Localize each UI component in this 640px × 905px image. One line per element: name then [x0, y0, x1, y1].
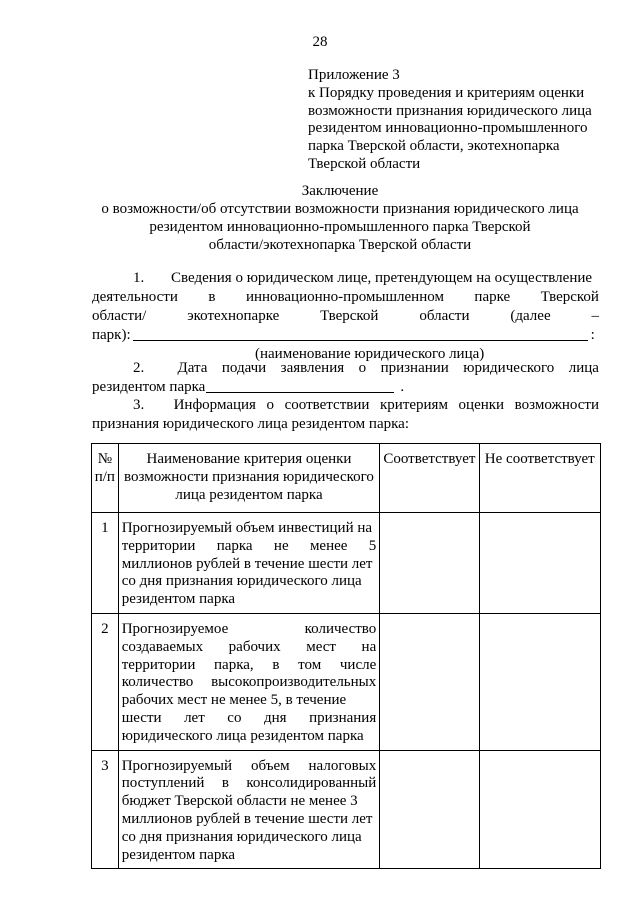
row-number: 3: [92, 750, 119, 869]
word: признания: [309, 709, 377, 726]
appendix-line: Тверской области: [308, 155, 421, 172]
section-1-line-1: [92, 269, 599, 288]
word: оценки: [458, 397, 505, 413]
section-2-line-2: [92, 378, 599, 397]
section-2-line-1: [92, 359, 599, 378]
word: том: [298, 656, 322, 673]
header-complies: Соответствует: [380, 444, 479, 513]
colon: :: [590, 327, 595, 343]
word: со: [227, 709, 242, 726]
section-1: [92, 269, 599, 364]
word: области: [419, 308, 470, 324]
park-label: парк):: [92, 327, 131, 343]
header-criterion-line: возможности признания юридического: [124, 468, 374, 485]
title-line: области/экотехнопарка Тверской области: [208, 237, 472, 253]
criterion-line: [122, 573, 377, 591]
header-criterion: [118, 444, 380, 513]
complies-cell[interactable]: [380, 750, 479, 869]
word: юридического лица резидентом парка: [121, 727, 364, 744]
section-1-number: 1.: [133, 270, 145, 286]
word: подачи: [221, 360, 267, 376]
word: возможности: [514, 397, 599, 413]
header-num-line: п/п: [94, 468, 115, 485]
section-1-line-2: [92, 288, 599, 307]
criterion-line: [122, 692, 377, 710]
word: рабочих мест не менее 5, в течение: [121, 692, 347, 709]
criterion-line: [122, 847, 377, 865]
not-complies-cell[interactable]: [479, 513, 600, 614]
table-row: [92, 613, 601, 750]
word: о: [266, 397, 275, 413]
word: налоговых: [308, 757, 377, 774]
complies-cell[interactable]: [380, 613, 479, 750]
word: в: [221, 775, 229, 792]
word: Дата: [177, 360, 208, 376]
table-header-row: [92, 444, 601, 513]
appendix-line: к Порядку проведения и критериям оценки: [308, 84, 585, 101]
word: миллионов рублей в течение шести лет: [121, 810, 373, 827]
word: объем: [250, 757, 290, 774]
complies-cell[interactable]: [380, 513, 479, 614]
word: в: [272, 656, 280, 673]
resident-label: резидентом парка: [92, 379, 206, 395]
appendix-line: Приложение 3: [308, 67, 400, 83]
word: соответствии: [284, 397, 370, 413]
criterion-line: [122, 621, 377, 639]
word: Тверской: [320, 308, 379, 324]
company-name-caption: (наименование юридического лица): [255, 346, 485, 362]
criterion-cell: [118, 750, 380, 869]
word: юридического: [463, 360, 555, 376]
document-title: [60, 182, 620, 254]
criteria-table: [91, 443, 601, 869]
word: менее: [309, 537, 348, 554]
header-criterion-line: Наименование критерия оценки: [146, 451, 352, 467]
word: территории: [121, 537, 196, 554]
table-row: [92, 513, 601, 614]
section-3-line-1: [92, 396, 599, 415]
company-name-field[interactable]: [133, 326, 588, 341]
criterion-line: [122, 538, 377, 556]
not-complies-cell[interactable]: [479, 613, 600, 750]
word: о: [358, 360, 367, 376]
word: Прогнозируемый: [121, 757, 233, 774]
criterion-line: [122, 758, 377, 776]
row-number: 2: [92, 613, 119, 750]
title-line: о возможности/об отсутствии возможности признания юридического лица: [101, 201, 579, 217]
word: Информация: [173, 397, 256, 413]
header-num-line: №: [97, 451, 112, 467]
application-date-field[interactable]: [206, 378, 394, 393]
criterion-line: [122, 710, 377, 728]
word: области/: [92, 308, 147, 324]
word: резидентом парка: [121, 846, 236, 863]
word: в: [208, 289, 216, 305]
word: миллионов рублей в течение шести лет: [121, 555, 373, 572]
word: количество: [304, 620, 377, 637]
word: 5: [368, 537, 377, 554]
section-1-line-3: [92, 307, 599, 326]
criterion-line: [122, 657, 377, 675]
word: лица: [568, 360, 599, 376]
criterion-line: [122, 674, 377, 692]
word: инновационно-промышленном: [245, 289, 444, 305]
criterion-line: [122, 775, 377, 793]
word: бюджет Тверской области не менее 3: [121, 793, 358, 810]
title-line: резидентом инновационно-промышленного парка Тверской: [149, 219, 531, 235]
word: поступлений: [121, 775, 205, 792]
criterion-cell: [118, 513, 380, 614]
criterion-line: [122, 728, 377, 746]
title-line: Заключение: [301, 183, 379, 199]
word: парка: [216, 537, 253, 554]
criterion-line: [122, 520, 377, 538]
section-3-number: 3.: [133, 397, 145, 413]
word: создаваемых: [121, 638, 204, 655]
section-3: [92, 396, 599, 434]
not-complies-cell[interactable]: [479, 750, 600, 869]
word: критериям: [380, 397, 448, 413]
page-number: 28: [312, 34, 328, 50]
word: дня: [264, 709, 287, 726]
appendix-line: возможности признания юридического лица: [308, 102, 592, 119]
word: –: [591, 308, 599, 324]
section-2: [92, 359, 599, 397]
criterion-line: [122, 639, 377, 657]
appendix-line: резидентом инновационно-промышленного: [308, 120, 588, 137]
word: заявления: [280, 360, 345, 376]
period: .: [400, 379, 405, 395]
word: Тверской: [540, 289, 599, 305]
appendix-line: парка Тверской области, экотехнопарка: [308, 138, 560, 155]
word: признании: [380, 360, 449, 376]
word: резидентом парка: [121, 591, 236, 608]
word: на: [361, 638, 377, 655]
word: Прогнозируемый объем инвестиций на: [121, 520, 373, 536]
word: количество: [121, 674, 194, 691]
word: не: [273, 537, 289, 554]
criterion-line: [122, 591, 377, 609]
word: деятельности: [92, 289, 178, 305]
section-1-line-4: [92, 326, 599, 345]
word: числе: [339, 656, 377, 673]
appendix-header: [308, 67, 608, 174]
word: мест: [306, 638, 336, 655]
header-not-complies: Не соответствует: [479, 444, 600, 513]
section-3-line-2: признания юридического лица резидентом парка:: [92, 416, 409, 432]
section-1-text: Сведения о юридическом лице, претендующем на осуществление: [171, 270, 593, 286]
criterion-line: [122, 793, 377, 811]
header-num: [92, 444, 119, 513]
word: парке: [474, 289, 511, 305]
criterion-line: [122, 556, 377, 574]
word: рабочих: [228, 638, 281, 655]
word: шести: [121, 709, 162, 726]
word: консолидированный: [246, 775, 377, 792]
word: парка,: [214, 656, 254, 673]
word: территории: [121, 656, 196, 673]
criterion-cell: [118, 613, 380, 750]
table-row: [92, 750, 601, 869]
word: со дня признания юридического лица: [121, 828, 362, 845]
word: (далее: [510, 308, 551, 324]
criterion-line: [122, 811, 377, 829]
header-criterion-line: лица резидентом парка: [175, 486, 323, 503]
word: со дня признания юридического лица: [121, 573, 362, 590]
row-number: 1: [92, 513, 119, 614]
word: лет: [184, 709, 205, 726]
word: высокопроизводительных: [211, 674, 377, 691]
word: экотехнопарке: [187, 308, 280, 324]
section-2-number: 2.: [133, 360, 145, 376]
word: Прогнозируемое: [121, 620, 229, 637]
criterion-line: [122, 829, 377, 847]
